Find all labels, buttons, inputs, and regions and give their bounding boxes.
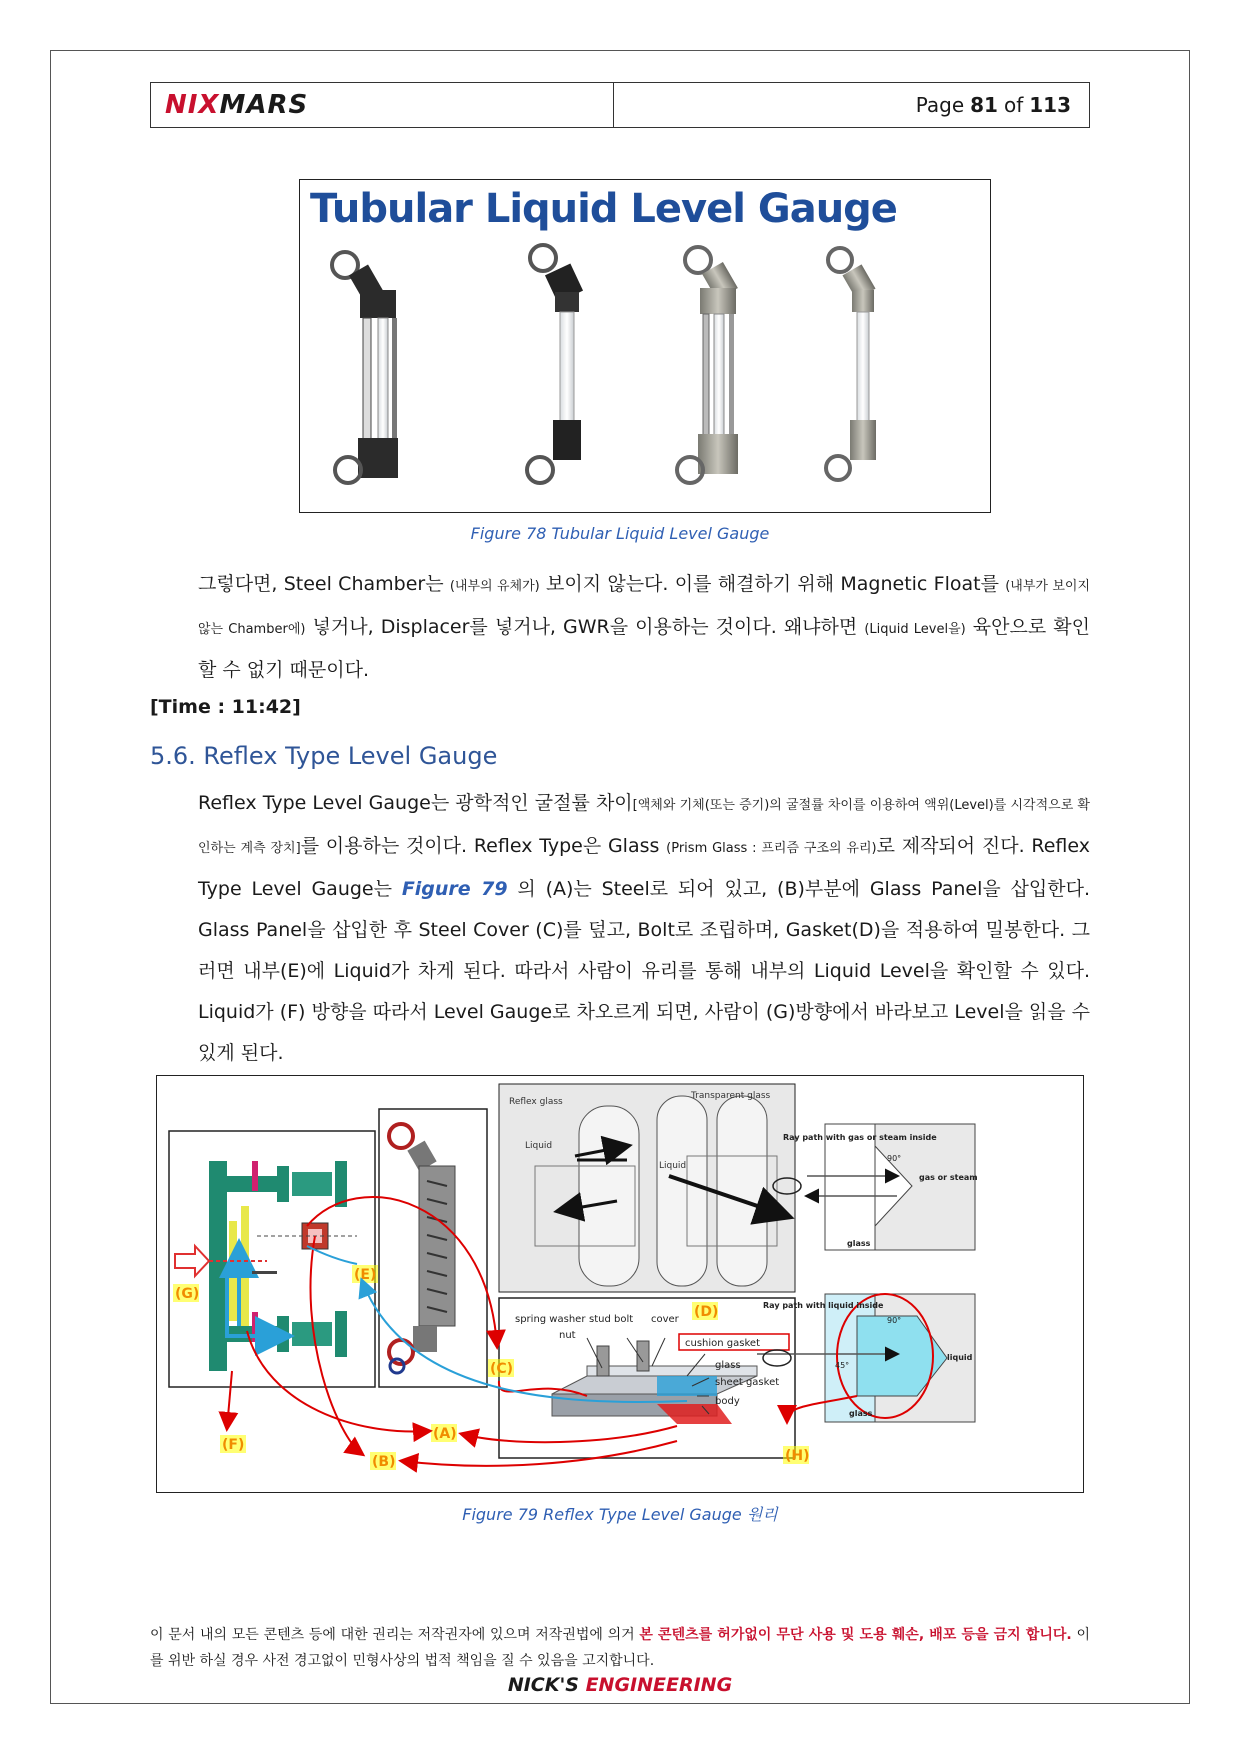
figure-79-reference: Figure 79 [401, 878, 508, 900]
page-number: Page 81 of 113 [915, 93, 1071, 117]
ray-liquid-title: Ray path with liquid inside [763, 1301, 884, 1310]
gauge-1 [332, 252, 398, 483]
gauge-3 [677, 247, 738, 483]
sheet-gasket-label: sheet gasket [715, 1377, 780, 1388]
ray-gas-glass: glass [847, 1239, 871, 1248]
reflex-glass-label: Reflex glass [509, 1097, 563, 1107]
transparent-glass-label: Transparent glass [691, 1091, 771, 1101]
figure-78-caption: Figure 78 Tubular Liquid Level Gauge [470, 524, 770, 543]
ray-liquid-angle1: 90° [887, 1316, 902, 1325]
paragraph-1: 그렇다면, Steel Chamber는 (내부의 유체가) 보이지 않는다. 이를 해결하기 위해 Magnetic Float를 (내부가 보이지 않는 Chamber에) 넣거나, Displacer를 넣거나, GWR을 이용하는 것이다. 왜냐하면 (Liquid Level을) 육안으로 확인할 수 없기 때문이다. [198, 573, 1091, 681]
ray-path-gas [773, 1124, 975, 1250]
logo-cell [151, 83, 614, 127]
ray-gas-title: Ray path with gas or steam inside [783, 1133, 937, 1142]
liquid-label-2: Liquid [659, 1161, 687, 1171]
nixmars-logo: NIXMARS [165, 90, 309, 120]
stud-bolt-label: stud bolt [589, 1314, 634, 1325]
figure-78-title: Tubular Liquid Level Gauge [310, 186, 897, 232]
ray-liquid-glass: glass [849, 1409, 873, 1418]
nut-label: nut [559, 1330, 576, 1341]
ray-liquid-medium: liquid [947, 1353, 973, 1362]
paragraph-2: Reflex Type Level Gauge는 광학적인 굴절률 차이[액체와 기체(또는 증기)의 굴절률 차이를 이용하여 액위(Level)를 시각적으로 확인하는 계측 장치]를 이용하는 것이다. Reflex Type은 Glass (Prism Glass : 프리즘 구조의 유리)로 제작되어 진다. Reflex Type Level Gauge는 Figure 79 의 (A)는 Steel로 되어 있고, (B)부분에 Glass Panel을 삽입한다. Glass Panel을 삽입한 후 Steel Cover (C)를 덮고, Bolt로 조립하며, Gasket(D)을 적용하여 밀봉한다. 그러면 내부(E)에 Liquid가 차게 된다. 따라서 사람이 유리를 통해 내부의 Liquid Level을 확인할 수 있다. Liquid가 (F) 방향을 따라서 Level Gauge로 차오르게 되면, 사람이 (G)방향에서 바라보고 Level을 읽을 수 있게 된다. [198, 792, 1091, 1064]
ray-gas-angle: 90° [887, 1154, 902, 1163]
gauge-4 [826, 248, 876, 480]
time-stamp: [Time : 11:42] [150, 696, 301, 718]
figure-78-image [299, 179, 991, 513]
spring-washer-label: spring washer [515, 1314, 586, 1325]
body-label: body [715, 1396, 740, 1407]
page-header [150, 82, 1090, 128]
reflex-gauge-body [379, 1109, 487, 1387]
footer-brand: NICK'S ENGINEERING [507, 1674, 733, 1696]
ray-gas-medium: gas or steam [919, 1173, 978, 1182]
ray-liquid-angle2: 45° [835, 1361, 850, 1370]
reflex-gauge-diagram [157, 1076, 1085, 1494]
figure-79-image [156, 1075, 1084, 1493]
copyright-notice: 이 문서 내의 모든 콘텐츠 등에 대한 권리는 저작권자에 있으며 저작권법에 의거 본 콘텐츠를 허가없이 무단 사용 및 도용 훼손, 배포 등을 금지 합니다. 이를 위반 하실 경우 사전 경고없이 민형사상의 법적 책임을 질 수 있음을 고지합니다. [150, 1627, 1090, 1669]
glass-label: glass [715, 1360, 741, 1371]
piping-schematic [169, 1131, 375, 1387]
glass-panel-diagram [499, 1084, 795, 1292]
figure-79-caption: Figure 79 Reflex Type Level Gauge 원리 [462, 1505, 778, 1524]
gauge-2 [527, 245, 583, 483]
tubular-gauges-illustration [300, 180, 991, 513]
cushion-gasket-label: cushion gasket [685, 1338, 760, 1349]
liquid-label-1: Liquid [525, 1141, 553, 1151]
cover-label: cover [651, 1314, 679, 1325]
section-heading: 5.6. Reflex Type Level Gauge [150, 742, 498, 770]
